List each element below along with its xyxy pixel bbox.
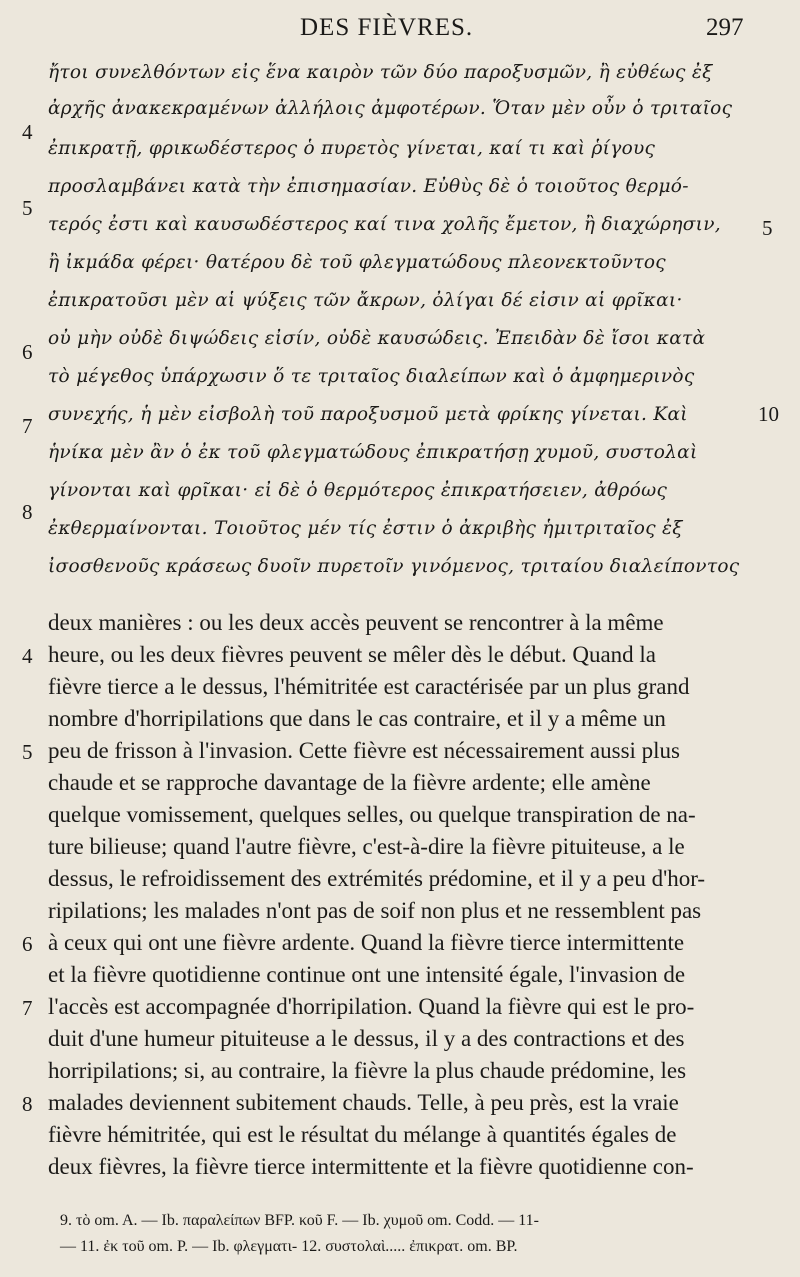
greek-line: ἐκθερμαίνονται. Τοιοῦτος μέν τίς ἐστιν ὁ ἀκριβὴς ἡμιτριταῖος ἐξ	[48, 518, 683, 539]
footnote-line: — 11. ἐκ τοῦ om. P. — Ib. φλεγματι- 12. συστολαὶ..... ἐπικρατ. om. BP.	[60, 1238, 518, 1255]
french-margin-number: 4	[22, 644, 33, 668]
french-line: chaude et se rapproche davantage de la fièvre ardente; elle amène	[48, 770, 651, 795]
page-number: 297	[706, 14, 744, 41]
french-line: horripilations; si, au contraire, la fièvre la plus chaude prédomine, les	[48, 1058, 687, 1083]
french-line: dessus, le refroidissement des extrémités prédomine, et il y a peu d'hor-	[48, 866, 706, 891]
running-title: DES FIÈVRES.	[300, 14, 474, 41]
french-line: quelque vomissement, quelques selles, ou quelque transpiration de na-	[48, 802, 696, 827]
french-line: fièvre tierce a le dessus, l'hémitritée est caractérisée par un plus grand	[48, 674, 690, 699]
greek-line: τερός ἐστι καὶ καυσωδέστερος καί τινα χολῆς ἔμετον, ἢ διαχώρησιν,	[48, 214, 721, 235]
french-line: malades deviennent subitement chauds. Telle, à peu près, est la vraie	[48, 1090, 679, 1115]
greek-line: ἤτοι συνελθόντων εἰς ἕνα καιρὸν τῶν δύο παροξυσμῶν, ἢ εὐθέως ἐξ	[48, 62, 713, 83]
greek-line: ἢ ἰκμάδα φέρει· θατέρου δὲ τοῦ φλεγματώδους πλεονεκτοῦντος	[48, 252, 666, 273]
greek-line: συνεχής, ἡ μὲν εἰσβολὴ τοῦ παροξυσμοῦ μετὰ φρίκης γίνεται. Καὶ	[48, 404, 688, 425]
greek-line: ἡνίκα μὲν ἂν ὁ ἐκ τοῦ φλεγματώδους ἐπικρατήσῃ χυμοῦ, συστολαὶ	[48, 442, 698, 463]
footnote-line: 9. τὸ om. A. — Ib. παραλείπων BFP. κοῦ F. — Ib. χυμοῦ om. Codd. — 11-	[60, 1212, 539, 1229]
greek-line: τὸ μέγεθος ὑπάρχωσιν ὅ τε τριταῖος διαλείπων καὶ ὁ ἀμφημερινὸς	[48, 366, 695, 387]
greek-line: οὐ μὴν οὐδὲ διψώδεις εἰσίν, οὐδὲ καυσώδεις. Ἐπειδὰν δὲ ἴσοι κατὰ	[48, 328, 706, 349]
greek-line: ἐπικρατῇ, φρικωδέστερος ὁ πυρετὸς γίνεται, καί τι καὶ ῥίγους	[48, 138, 656, 159]
greek-margin-number: 5	[22, 196, 33, 220]
french-line: fièvre hémitritée, qui est le résultat du mélange à quantités égales de	[48, 1122, 677, 1147]
greek-right-margin-number: 10	[758, 402, 779, 426]
french-margin-number: 8	[22, 1092, 33, 1116]
french-line: deux manières : ou les deux accès peuvent se rencontrer à la même	[48, 610, 664, 635]
french-margin-number: 7	[22, 996, 33, 1020]
french-line: ture bilieuse; quand l'autre fièvre, c'est-à-dire la fièvre pituiteuse, a le	[48, 834, 685, 859]
greek-margin-number: 8	[22, 500, 33, 524]
greek-line: γίνονται καὶ φρῖκαι· εἰ δὲ ὁ θερμότερος ἐπικρατήσειεν, ἀθρόως	[48, 480, 668, 501]
greek-line: ἐπικρατοῦσι μὲν αἱ ψύξεις τῶν ἄκρων, ὀλίγαι δέ εἰσιν αἱ φρῖκαι·	[48, 290, 683, 311]
french-line: nombre d'horripilations que dans le cas contraire, et il y a même un	[48, 706, 666, 731]
greek-margin-number: 6	[22, 340, 33, 364]
french-line: deux fièvres, la fièvre tierce intermittente et la fièvre quotidienne con-	[48, 1154, 694, 1179]
greek-line: προσλαμβάνει κατὰ τὴν ἐπισημασίαν. Εὐθὺς δὲ ὁ τοιοῦτος θερμό-	[48, 176, 689, 197]
greek-right-margin-number: 5	[762, 216, 773, 240]
greek-margin-number: 7	[22, 414, 33, 438]
french-line: heure, ou les deux fièvres peuvent se mêler dès le début. Quand la	[48, 642, 657, 667]
french-line: à ceux qui ont une fièvre ardente. Quand la fièvre tierce intermittente	[48, 930, 685, 955]
french-line: l'accès est accompagnée d'horripilation. Quand la fièvre qui est le pro-	[48, 994, 695, 1019]
french-line: et la fièvre quotidienne continue ont une intensité égale, l'invasion de	[48, 962, 686, 987]
greek-margin-number: 4	[22, 120, 33, 144]
french-margin-number: 6	[22, 932, 33, 956]
greek-line: ἀρχῆς ἀνακεκραμένων ἀλλήλοις ἀμφοτέρων. Ὅταν μὲν οὖν ὁ τριταῖος	[48, 98, 733, 119]
greek-line: ἰσοσθενοῦς κράσεως δυοῖν πυρετοῖν γινόμενος, τριταίου διαλείποντος	[48, 556, 740, 577]
french-line: peu de frisson à l'invasion. Cette fièvre est nécessairement aussi plus	[48, 738, 680, 763]
french-margin-number: 5	[22, 740, 33, 764]
running-header	[0, 14, 800, 54]
french-line: ripilations; les malades n'ont pas de soif non plus et ne ressemblent pas	[48, 898, 702, 923]
french-line: duit d'une humeur pituiteuse a le dessus, il y a des contractions et des	[48, 1026, 685, 1051]
